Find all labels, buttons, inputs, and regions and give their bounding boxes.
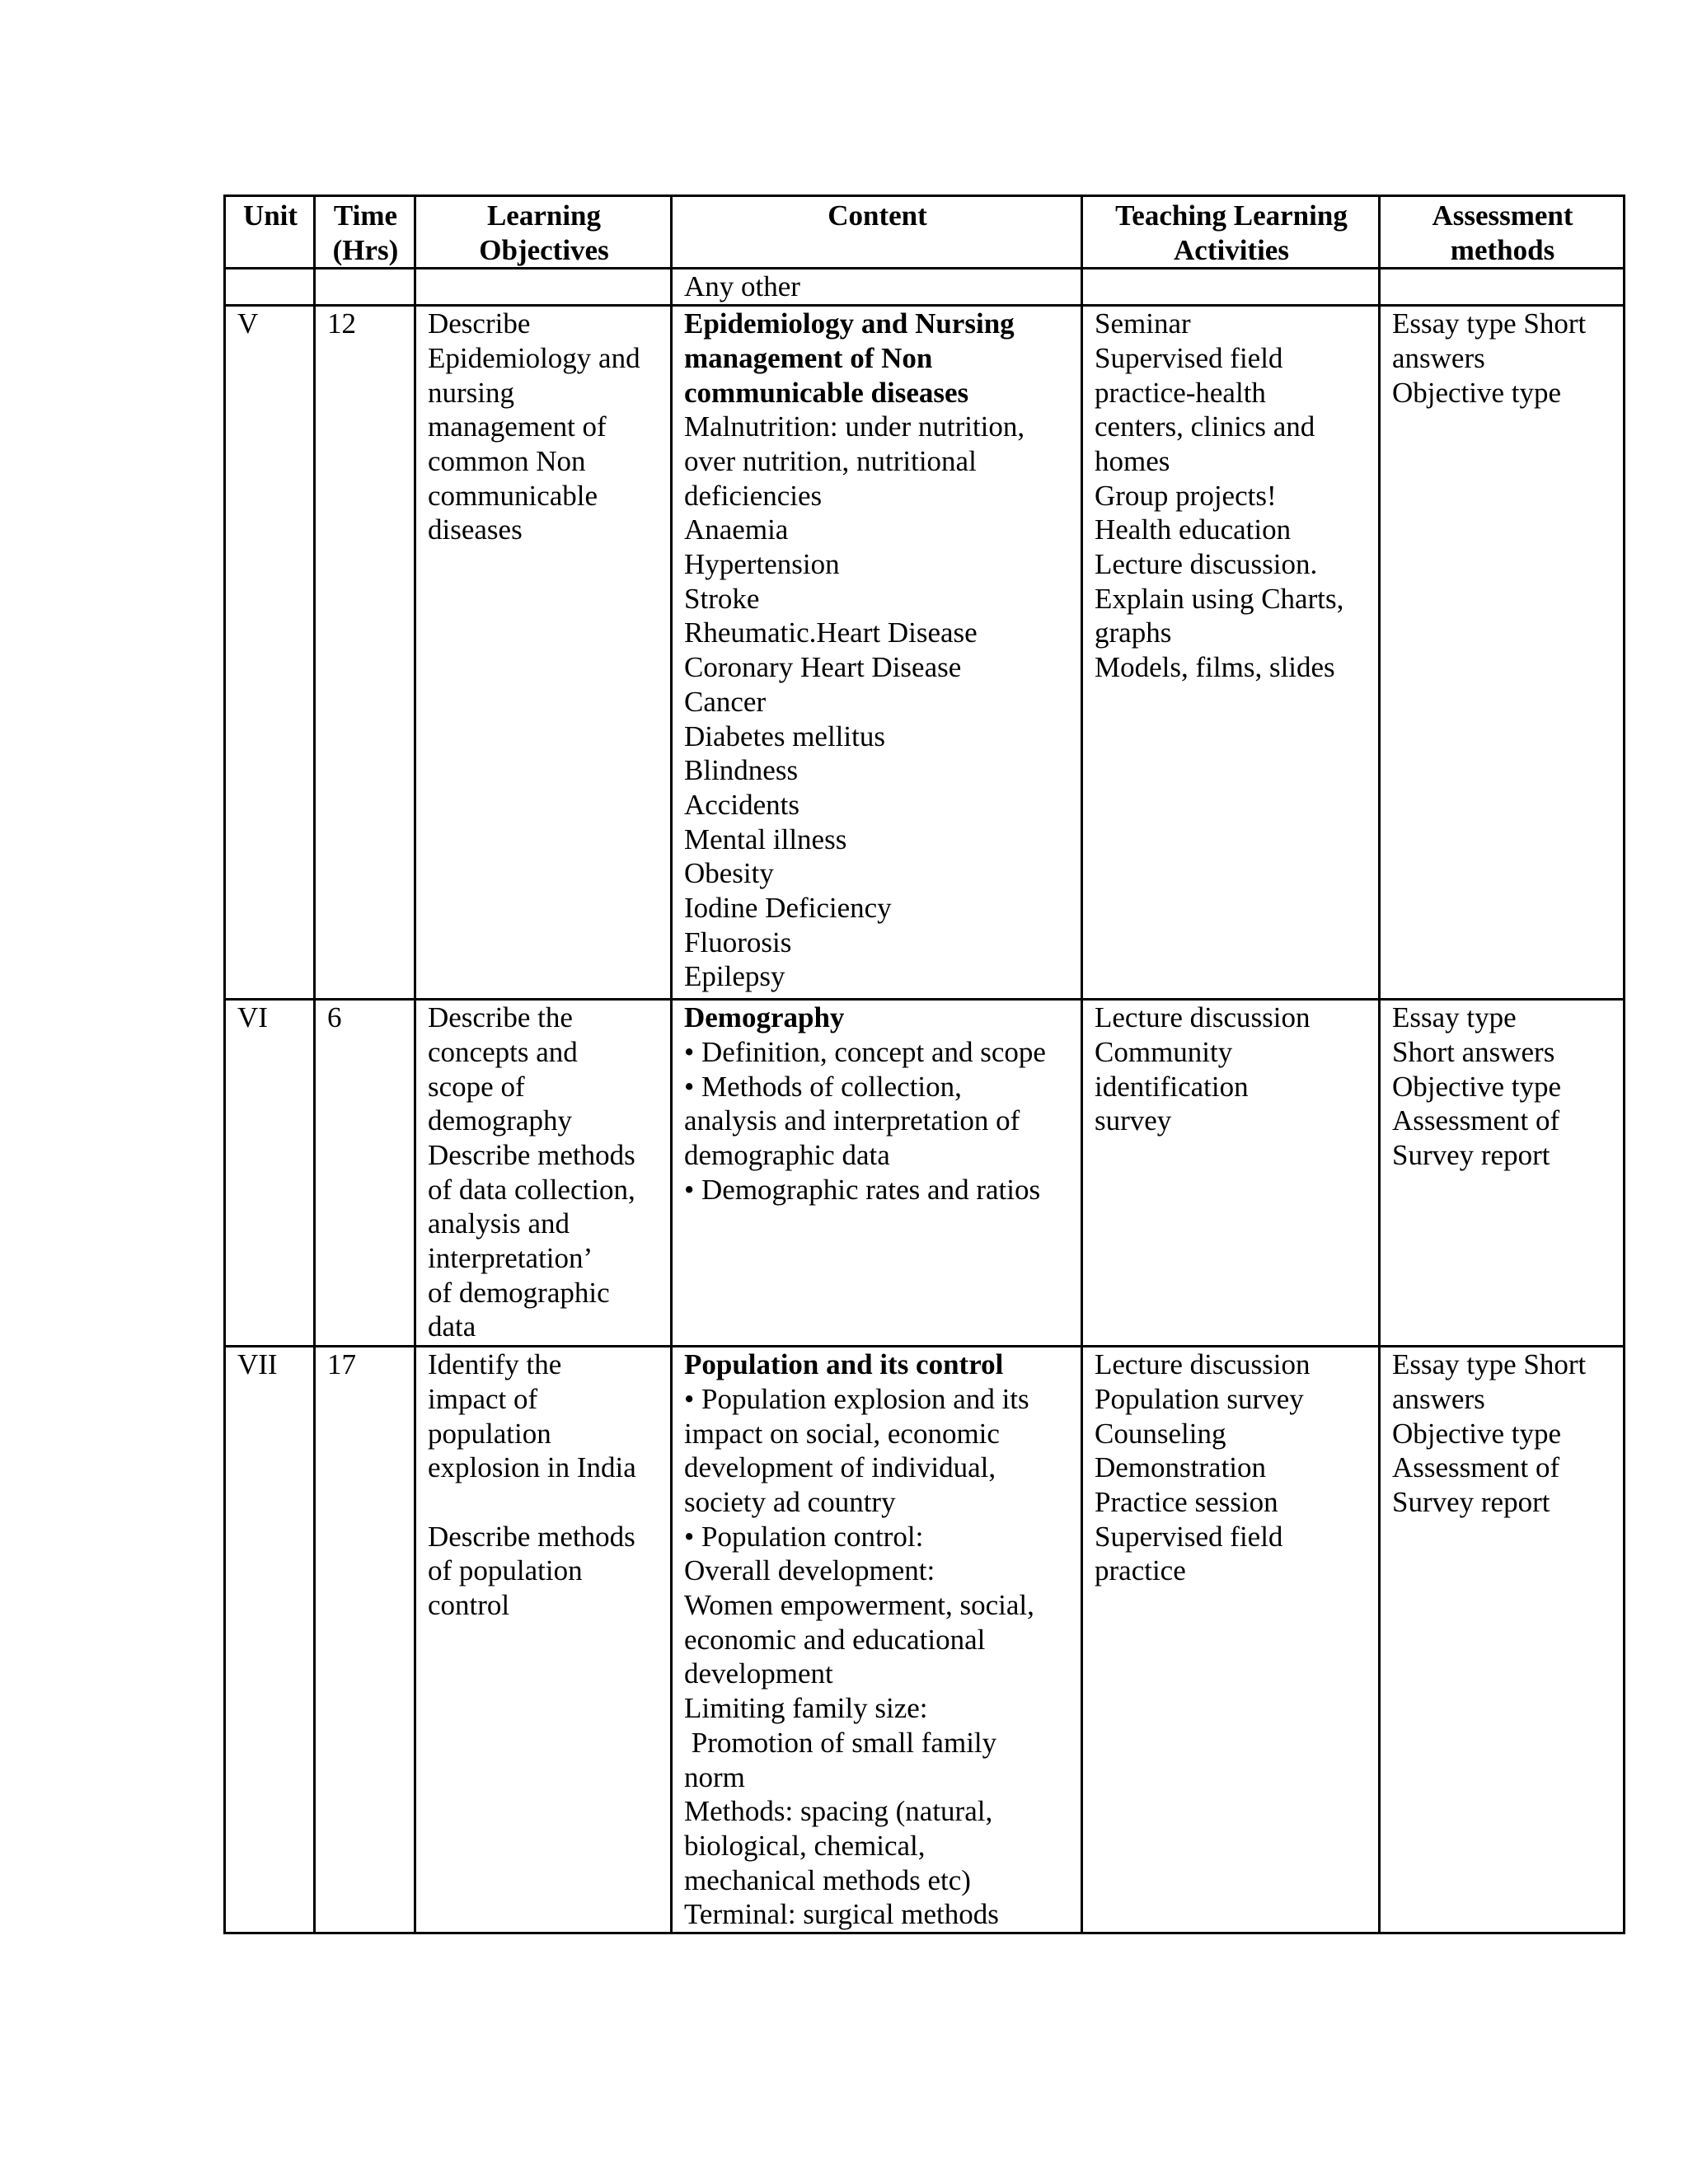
objectives-cell: Describe the concepts and scope of demography Describe methods of data collection, analysis and interpretation’ of demographic data bbox=[415, 1000, 672, 1347]
time-cell bbox=[315, 269, 415, 306]
table-row bbox=[225, 1347, 1625, 1933]
unit-cell: V bbox=[225, 306, 315, 1000]
header-row bbox=[225, 196, 1625, 269]
activities-cell: Seminar Supervised field practice-health centers, clinics and homes Group projects! Health education Lecture discussion. Explain using Charts, graphs Models, films, slides bbox=[1082, 306, 1380, 1000]
objectives-cell: Identify the impact of population explosion in India Describe methods of population control bbox=[415, 1347, 672, 1933]
unit-cell: VII bbox=[225, 1347, 315, 1933]
blank-line bbox=[428, 1485, 660, 1520]
content-heading: Population and its control bbox=[684, 1348, 1004, 1381]
header-learning-objectives: Learning Objectives bbox=[415, 196, 672, 269]
table-row bbox=[225, 306, 1625, 1000]
header-teaching-activities: Teaching Learning Activities bbox=[1082, 196, 1380, 269]
time-cell: 6 bbox=[315, 1000, 415, 1347]
content-cell: Epidemiology and Nursing management of Non communicable diseases Malnutrition: under nutrition, over nutrition, nutritional deficiencies Anaemia Hypertension Stroke Rheumatic.Heart Disease Coronary Heart Disease Cancer Diabetes mellitus Blindness Accidents Mental illness Obesity Iodine Deficiency Fluorosis Epilepsy bbox=[672, 306, 1082, 1000]
content-heading: Epidemiology and Nursing bbox=[684, 307, 1015, 340]
assessment-cell bbox=[1380, 269, 1625, 306]
header-assessment-methods: Assessment methods bbox=[1380, 196, 1625, 269]
content-cell: Demography • Definition, concept and scope • Methods of collection, analysis and interpretation of demographic data • Demographic rates and ratios bbox=[672, 1000, 1082, 1347]
content-cell: Any other bbox=[672, 269, 1082, 306]
activities-cell: Lecture discussion Community identification survey bbox=[1082, 1000, 1380, 1347]
objectives-cell bbox=[415, 269, 672, 306]
content-cell: Population and its control • Population explosion and its impact on social, economic development of individual, society ad country • Population control: Overall development: Women empowerment, social, economic and educational development Limiting family size: Promotion of small family norm Methods: spacing (natural, biological, chemical, mechanical methods etc) Terminal: surgical methods bbox=[672, 1347, 1082, 1933]
activities-cell bbox=[1082, 269, 1380, 306]
header-unit: Unit bbox=[225, 196, 315, 269]
objectives-cell: Describe Epidemiology and nursing management of common Non communicable diseases bbox=[415, 306, 672, 1000]
assessment-cell: Essay type Short answers Objective type Assessment of Survey report bbox=[1380, 1347, 1625, 1933]
unit-cell bbox=[225, 269, 315, 306]
assessment-cell: Essay type Short answers Objective type Assessment of Survey report bbox=[1380, 1000, 1625, 1347]
time-cell: 17 bbox=[315, 1347, 415, 1933]
time-cell: 12 bbox=[315, 306, 415, 1000]
activities-cell: Lecture discussion Population survey Counseling Demonstration Practice session Supervised field practice bbox=[1082, 1347, 1380, 1933]
assessment-cell: Essay type Short answers Objective type bbox=[1380, 306, 1625, 1000]
syllabus-table bbox=[223, 194, 1625, 1934]
header-content: Content bbox=[672, 196, 1082, 269]
table-row bbox=[225, 269, 1625, 306]
table-row bbox=[225, 1000, 1625, 1347]
content-heading: Demography bbox=[684, 1001, 845, 1034]
unit-cell: VI bbox=[225, 1000, 315, 1347]
header-time: Time (Hrs) bbox=[315, 196, 415, 269]
